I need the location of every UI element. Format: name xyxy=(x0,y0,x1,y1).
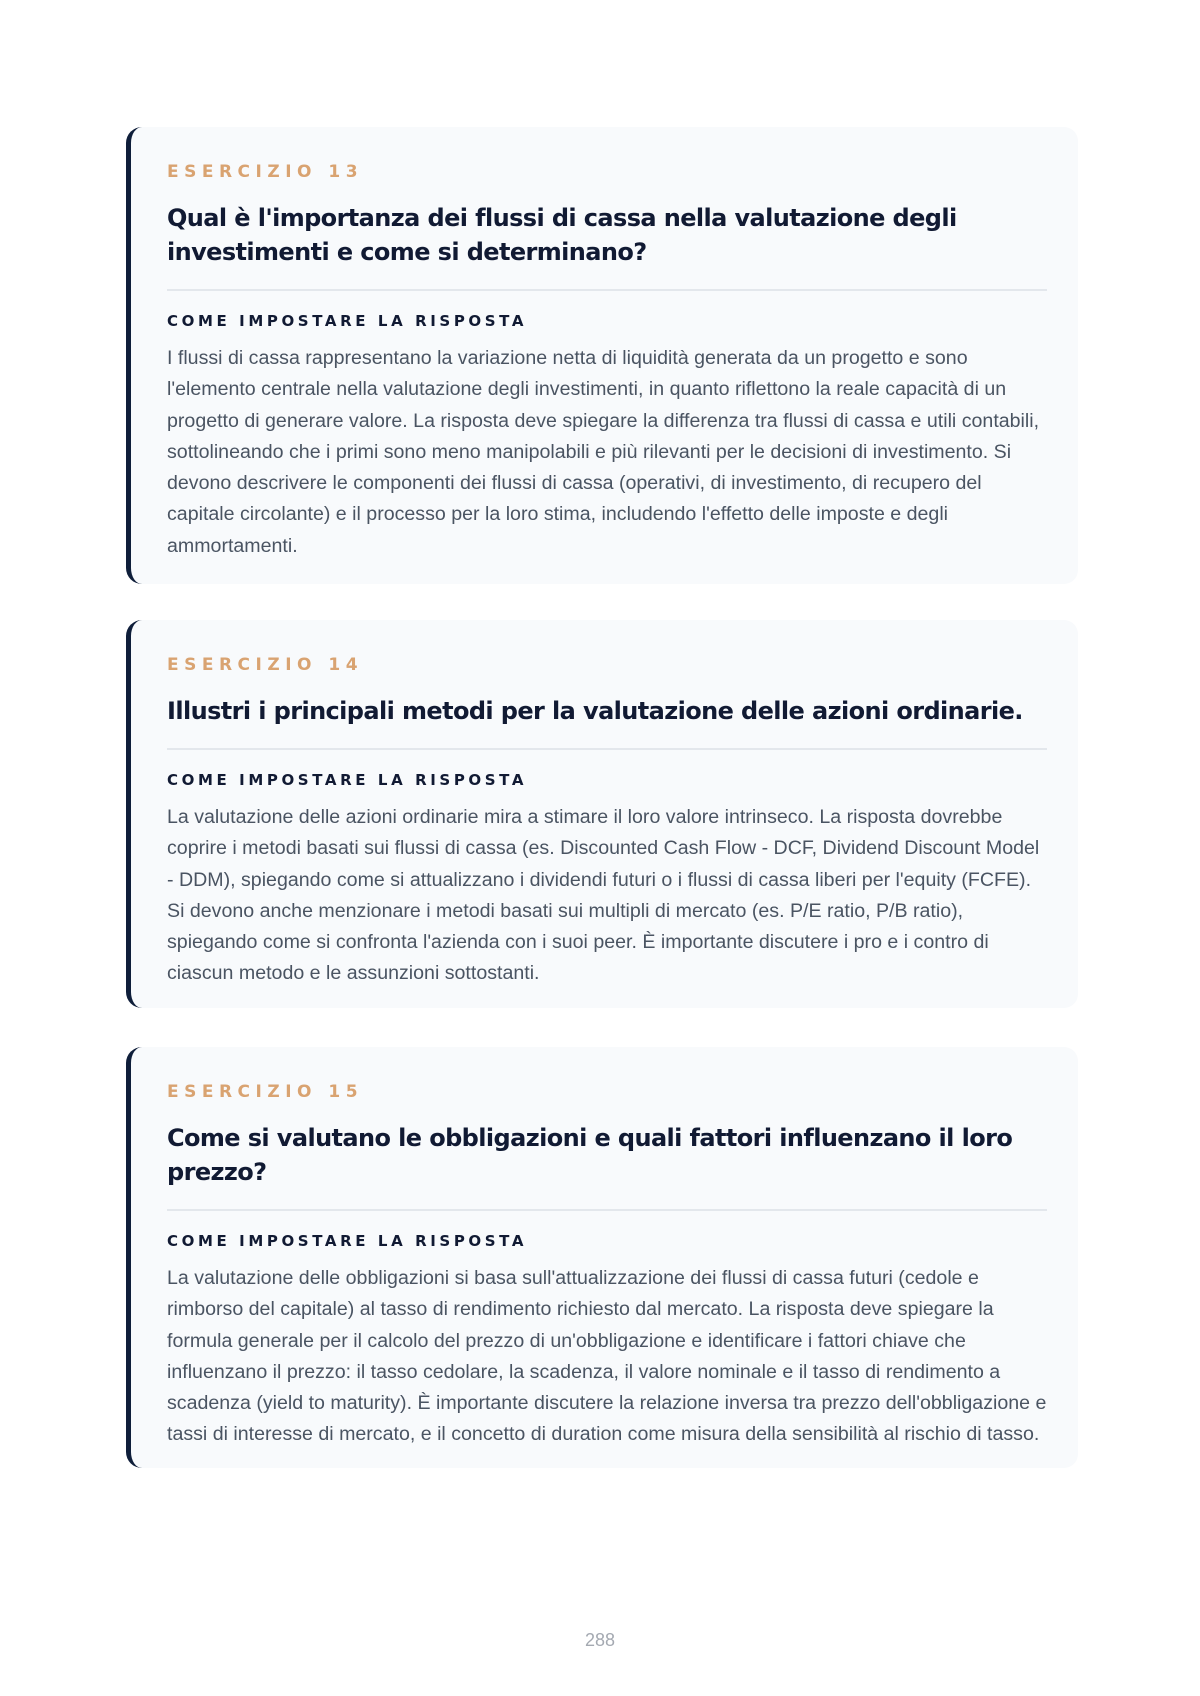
answer-text: I flussi di cassa rappresentano la variazione netta di liquidità generata da un progetto e sono l'elemento centrale nella valutazione degli investimenti, in quanto riflettono la reale capacità di un progetto di generare valore. La risposta deve spiegare la differenza tra flussi di cassa e utili contabili, sottolineando che i primi sono meno manipolabili e più rilevanti per le decisioni di investimento. Si devono descrivere le componenti dei flussi di cassa (operativi, di investimento, di recupero del capitale circolante) e il processo per la loro stima, includendo l'effetto delle imposte e degli ammortamenti. xyxy=(167,347,1040,557)
divider xyxy=(167,289,1047,291)
answer-text: La valutazione delle obbligazioni si basa sull'attualizzazione dei flussi di cassa futuri (cedole e rimborso del capitale) al tasso di rendimento richiesto dal mercato. La risposta deve spiegare la formula generale per il calcolo del prezzo di un'obbligazione e identificare i fattori chiave che influenzano il prezzo: il tasso cedolare, la scadenza, il valore nominale e il tasso di rendimento a scadenza (yield to maturity). È importante discutere la relazione inversa tra prezzo dell'obbligazione e tassi di interesse di mercato, e il concetto di duration come misura della sensibilità al rischio di tasso. xyxy=(167,1267,1047,1446)
page-number: 288 xyxy=(584,1630,616,1650)
divider xyxy=(167,1209,1047,1211)
exercise-label: ESERCIZIO 14 xyxy=(167,655,364,675)
exercise-question: Qual è l'importanza dei flussi di cassa nella valutazione degli investimenti e come si determinano? xyxy=(167,204,957,266)
exercise-label: ESERCIZIO 15 xyxy=(167,1082,364,1102)
exercise-question: Come si valutano le obbligazioni e quali fattori influenzano il loro prezzo? xyxy=(167,1124,1013,1186)
exercise-question: Illustri i principali metodi per la valutazione delle azioni ordinarie. xyxy=(167,697,1023,725)
exercise-card-13 xyxy=(126,127,1078,584)
exercise-label: ESERCIZIO 13 xyxy=(167,162,364,182)
divider xyxy=(167,748,1047,750)
exercise-card-15 xyxy=(126,1047,1078,1468)
exercise-card-14 xyxy=(126,620,1078,1008)
answer-text: La valutazione delle azioni ordinarie mira a stimare il loro valore intrinseco. La risposta dovrebbe coprire i metodi basati sui flussi di cassa (es. Discounted Cash Flow - DCF, Dividend Discount Model - DDM), spiegando come si attualizzano i dividendi futuri o i flussi di cassa liberi per l'equity (FCFE). Si devono anche menzionare i metodi basati sui multipli di mercato (es. P/E ratio, P/B ratio), spiegando come si confronta l'azienda con i suoi peer. È importante discutere i pro e i contro di ciascun metodo e le assunzioni sottostanti. xyxy=(167,806,1040,985)
answer-heading: COME IMPOSTARE LA RISPOSTA xyxy=(167,771,528,789)
answer-heading: COME IMPOSTARE LA RISPOSTA xyxy=(167,1232,528,1250)
answer-heading: COME IMPOSTARE LA RISPOSTA xyxy=(167,312,528,330)
